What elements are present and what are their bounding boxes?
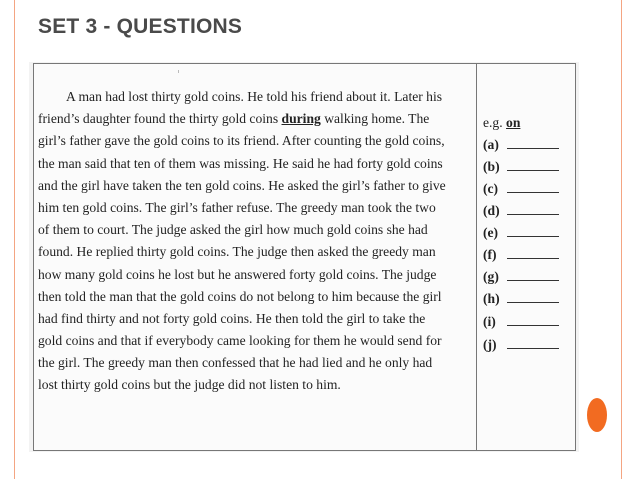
passage-line: gold coins and that if everybody came looking for them he would send for [38, 333, 442, 349]
answer-blank-h[interactable]: (h) [483, 291, 559, 307]
answer-blank-c[interactable]: (c) [483, 181, 559, 197]
passage-line: of them to court. The judge asked the girl how much gold coins she had [38, 222, 428, 238]
answer-blank-i[interactable]: (i) [483, 314, 559, 330]
passage-line: the girl. The greedy man then confessed that he had lied and he only had [38, 355, 433, 371]
answer-blank-f[interactable]: (f) [483, 247, 559, 263]
passage-line: and the girl have taken the ten gold coins. He asked the girl’s father to give [38, 177, 446, 193]
answer-blank-e[interactable]: (e) [483, 225, 559, 241]
passage-line: friend’s daughter found the thirty gold coins during walking home. The [38, 111, 430, 127]
answer-blank-b[interactable]: (b) [483, 159, 559, 175]
passage-line: girl’s father gave the gold coins to its friend. After counting the gold coins, [38, 133, 445, 149]
example-answer: e.g. on [483, 115, 521, 130]
passage-line: A man had lost thirty gold coins. He told his friend about it. Later his [66, 89, 443, 104]
passage [38, 86, 468, 397]
answer-blank-j[interactable]: (j) [483, 337, 559, 353]
scan-mark [178, 70, 179, 73]
passage-line: found. He replied thirty gold coins. The judge then asked the greedy man [38, 244, 436, 260]
left-frame-line [14, 0, 15, 479]
answer-blank-a[interactable]: (a) [483, 137, 559, 153]
answer-blank-g[interactable]: (g) [483, 269, 559, 285]
accent-dot [587, 398, 607, 432]
right-frame-line [621, 0, 622, 479]
slide-title: SET 3 - QUESTIONS [38, 15, 243, 38]
passage-line: the man said that ten of them was missing. He said he had forty gold coins [38, 155, 443, 171]
passage-line: had find thirty and not forty gold coins. He then told the girl to take the [38, 310, 426, 326]
passage-line: lost thirty gold coins but the judge did not listen to him. [38, 377, 341, 393]
passage-line: him ten gold coins. The girl’s father refuse. The greedy man took the two [38, 199, 436, 215]
passage-line: then told the man that the gold coins do not belong to him because the girl [38, 288, 442, 304]
example-answer-value: on [506, 115, 521, 130]
passage-line: how many gold coins he lost but he answered forty gold coins. The judge [38, 266, 437, 282]
underlined-word: during [281, 111, 321, 127]
column-divider [476, 63, 477, 451]
answer-blank-d[interactable]: (d) [483, 203, 559, 219]
